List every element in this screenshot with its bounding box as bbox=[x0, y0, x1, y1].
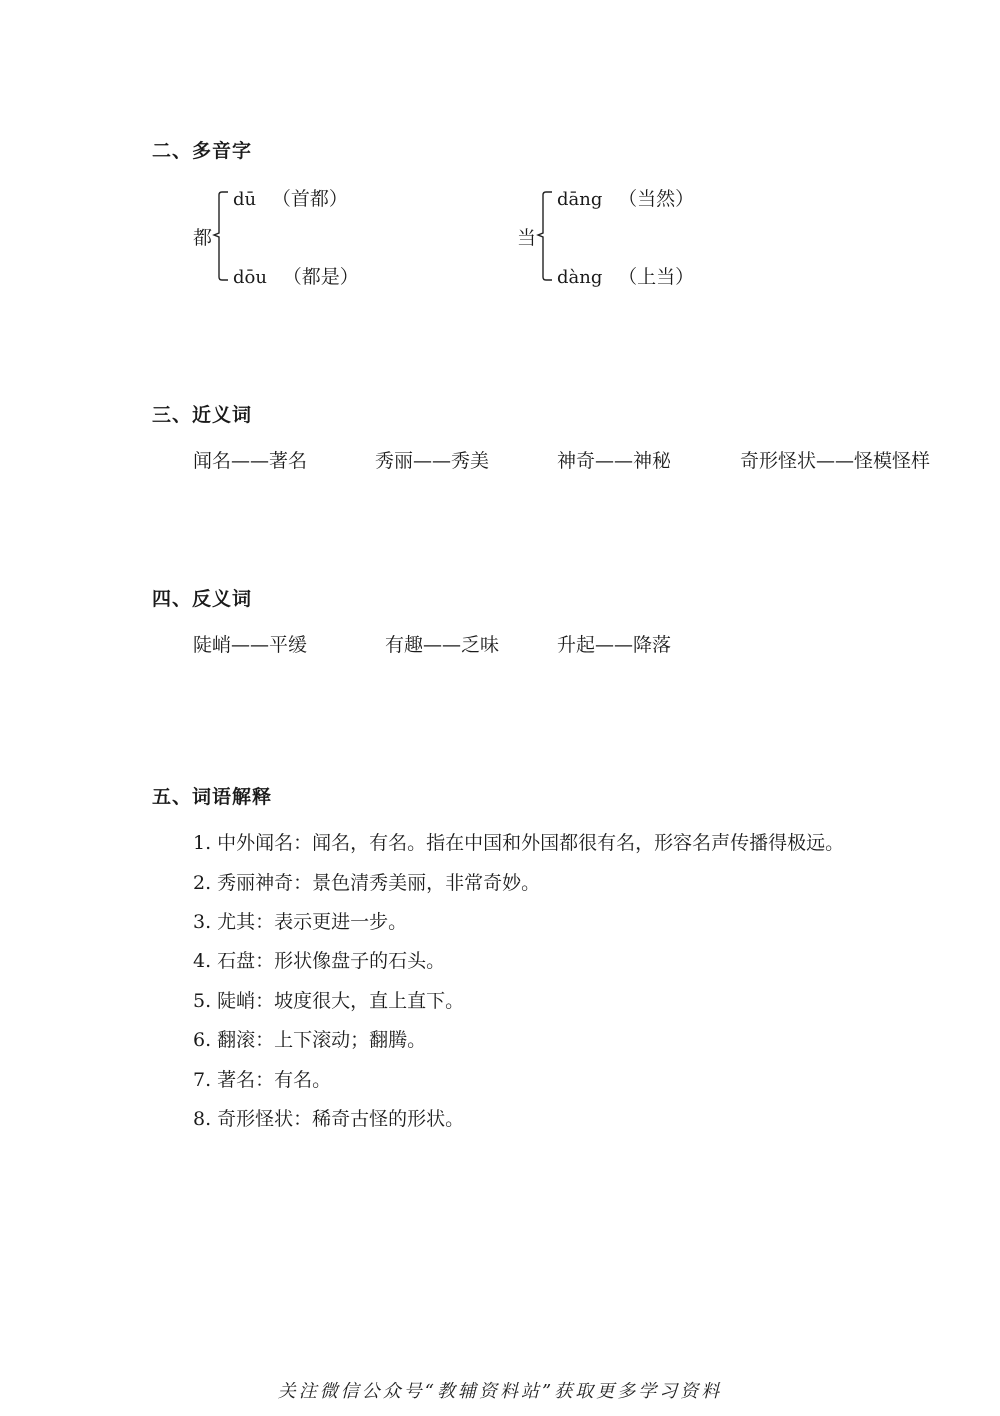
example-word: （都是） bbox=[282, 266, 359, 288]
explanation-item: 3. 尤其：表示更进一步。 bbox=[193, 911, 408, 933]
antonym-pair: 有趣——乏味 bbox=[385, 634, 500, 656]
explanation-item: 7. 著名：有名。 bbox=[193, 1069, 332, 1091]
explanation-item: 8. 奇形怪状：稀奇古怪的形状。 bbox=[193, 1108, 465, 1130]
pinyin-text: dōu bbox=[233, 267, 267, 288]
polyphonic-char-du: 都 bbox=[193, 227, 213, 249]
explanation-item: 5. 陡峭：坡度很大，直上直下。 bbox=[193, 990, 465, 1012]
polyphonic-char-dang: 当 bbox=[517, 227, 537, 249]
polyphonic-reading-du-1 bbox=[233, 184, 348, 211]
explanation-item: 2. 秀丽神奇：景色清秀美丽，非常奇妙。 bbox=[193, 872, 541, 894]
example-word: （当然） bbox=[618, 188, 695, 210]
explanation-item: 1. 中外闻名：闻名，有名。指在中国和外国都很有名，形容名声传播得极远。 bbox=[193, 832, 845, 854]
polyphonic-reading-dang-2 bbox=[557, 262, 694, 289]
synonym-pair: 神奇——神秘 bbox=[557, 450, 672, 472]
example-word: （首都） bbox=[271, 188, 348, 210]
explanation-item: 4. 石盘：形状像盘子的石头。 bbox=[193, 950, 446, 972]
example-word: （上当） bbox=[618, 266, 695, 288]
polyphonic-bracket-dang bbox=[536, 190, 556, 282]
section-heading-word-explanations: 五、词语解释 bbox=[152, 786, 273, 808]
explanation-item: 6. 翻滚：上下滚动；翻腾。 bbox=[193, 1029, 427, 1051]
synonym-pair: 秀丽——秀美 bbox=[375, 450, 490, 472]
section-heading-antonyms: 四、反义词 bbox=[152, 588, 253, 610]
polyphonic-reading-dang-1 bbox=[557, 184, 694, 211]
pinyin-text: dàng bbox=[557, 267, 603, 288]
antonym-pair: 陡峭——平缓 bbox=[193, 634, 308, 656]
synonym-pair: 奇形怪状——怪模怪样 bbox=[740, 450, 931, 472]
pinyin-text: dū bbox=[233, 189, 257, 210]
footer-note: 关注微信公众号“教辅资料站”获取更多学习资料 bbox=[277, 1381, 723, 1402]
pinyin-text: dāng bbox=[557, 189, 603, 210]
section-heading-polyphonic: 二、多音字 bbox=[152, 140, 253, 162]
synonym-pair: 闻名——著名 bbox=[193, 450, 308, 472]
polyphonic-reading-du-2 bbox=[233, 262, 359, 289]
antonym-pair: 升起——降落 bbox=[557, 634, 672, 656]
section-heading-synonyms: 三、近义词 bbox=[152, 404, 253, 426]
polyphonic-bracket-du bbox=[212, 190, 232, 282]
